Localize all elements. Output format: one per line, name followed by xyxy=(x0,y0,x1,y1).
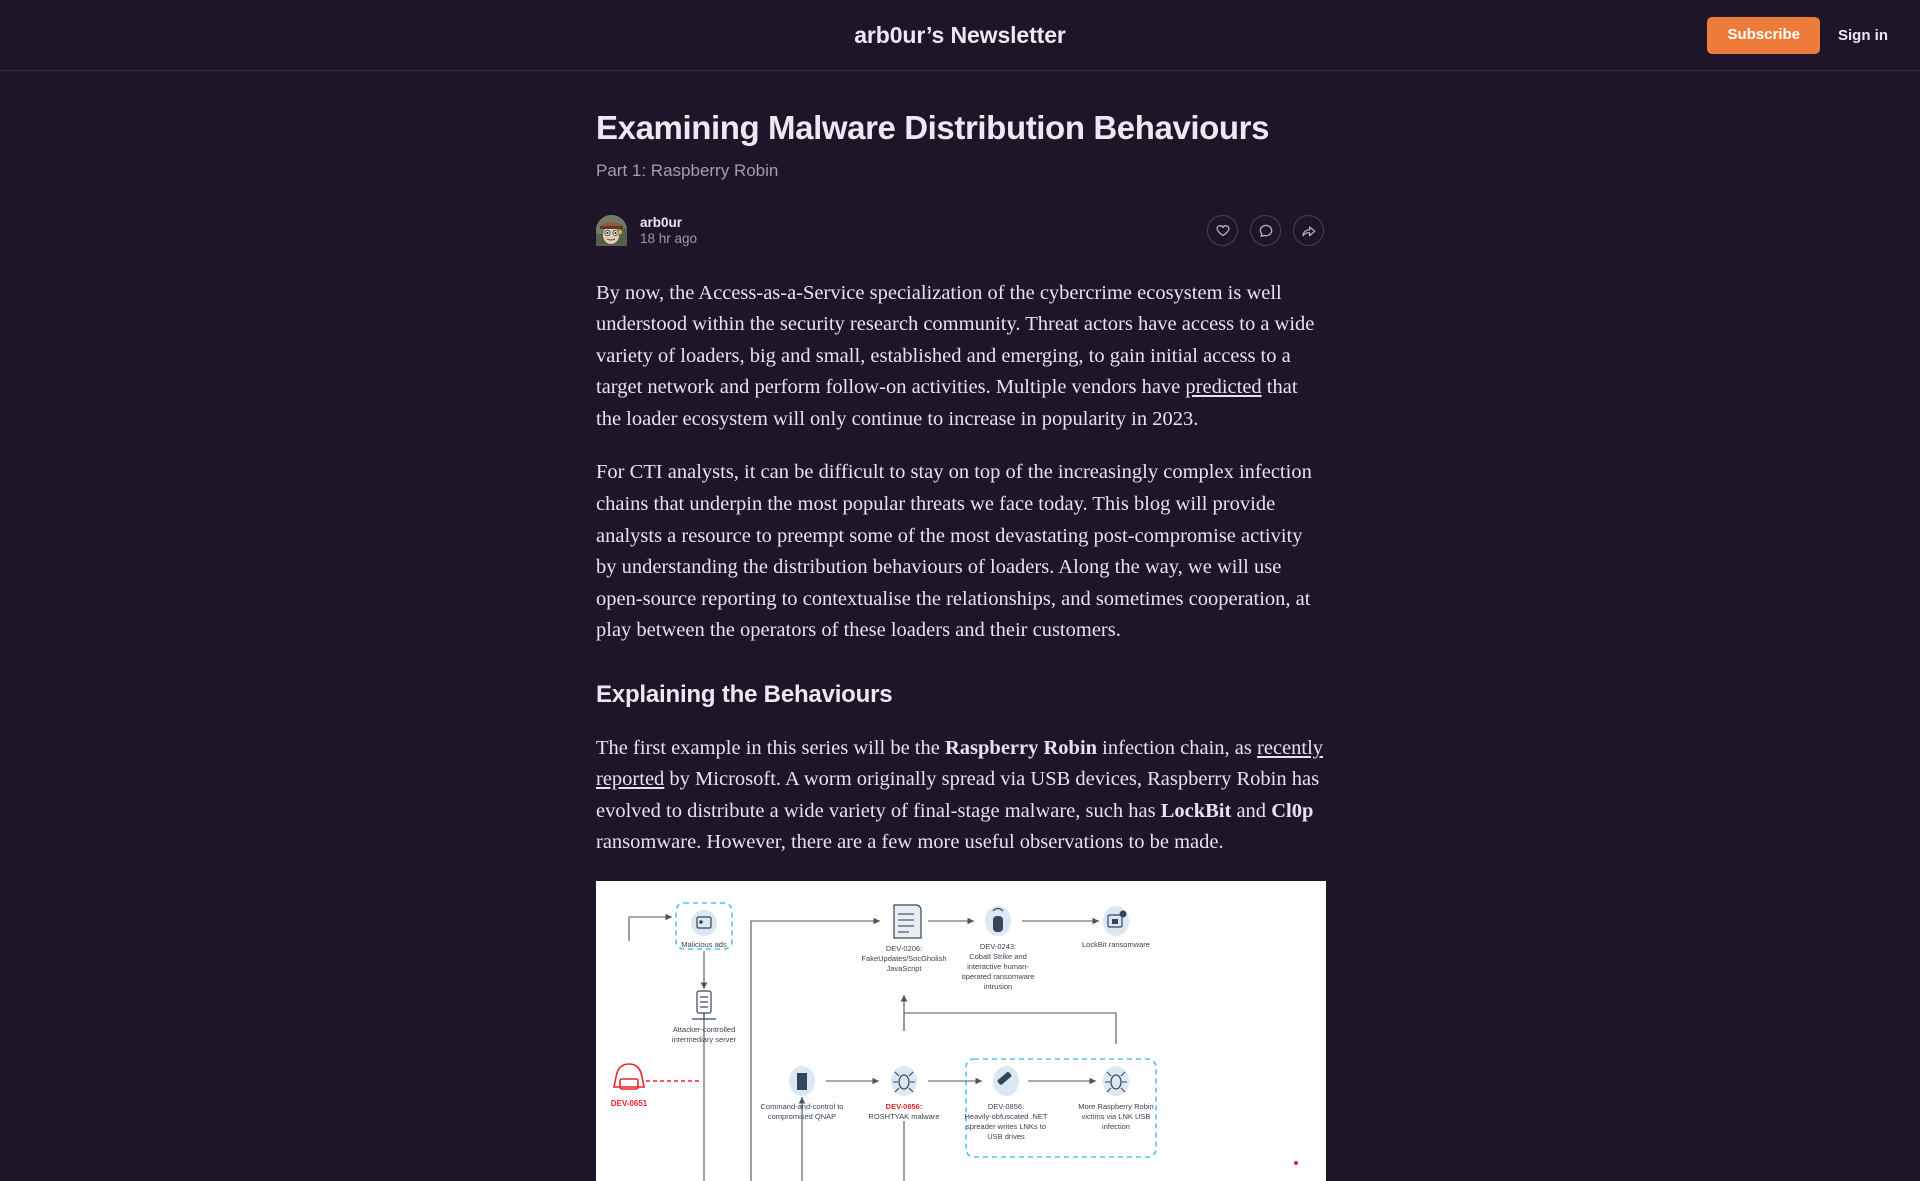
svg-text:USB drives: USB drives xyxy=(987,1131,1025,1141)
sign-in-link[interactable]: Sign in xyxy=(1838,27,1888,44)
svg-text:JavaScript: JavaScript xyxy=(886,963,922,973)
article-container xyxy=(0,71,1920,1141)
svg-text:LockBit ransomware: LockBit ransomware xyxy=(1082,939,1150,949)
header-actions xyxy=(1707,0,1888,71)
cl0p-bold: Cl0p xyxy=(1271,799,1314,822)
paragraph-3-text-b: infection chain, as xyxy=(1097,736,1258,759)
post-body xyxy=(596,278,1324,859)
byline-author-group[interactable] xyxy=(596,215,697,246)
post-date: 18 hr ago xyxy=(640,231,698,247)
recently-reported-link[interactable]: recently reported xyxy=(596,736,1324,791)
byline-meta xyxy=(640,215,697,246)
svg-text:DEV-0206:: DEV-0206: xyxy=(885,943,923,953)
post-actions xyxy=(1207,215,1324,246)
svg-text:Cobalt Strike and: Cobalt Strike and xyxy=(969,951,1027,961)
infection-chain-diagram[interactable] xyxy=(596,881,1326,1141)
post-subtitle: Part 1: Raspberry Robin xyxy=(596,160,779,180)
raspberry-robin-bold: Raspberry Robin xyxy=(944,736,1098,759)
comment-icon xyxy=(1258,223,1274,239)
svg-text:intermediary server: intermediary server xyxy=(671,1034,737,1044)
paragraph-1-text-a: By now, the Access-as-a-Service specialization of the cybercrime ecosystem is well understood within the security research community. Threat actors have access to a wide variety of loaders, big and small, established and emerging, to gain initial access to a target network and perform follow-on activities. Multiple vendors have xyxy=(596,281,1315,399)
diagram-marker xyxy=(1294,1161,1298,1165)
svg-text:infection: infection xyxy=(1102,1121,1130,1131)
svg-text:interactive human-: interactive human- xyxy=(967,961,1029,971)
svg-text:compromised QNAP: compromised QNAP xyxy=(767,1111,837,1121)
paragraph-1-text-b: that the loader ecosystem will only continue to increase in popularity in 2023. xyxy=(596,376,1298,430)
svg-text:ROSHTYAK malware: ROSHTYAK malware xyxy=(868,1111,940,1121)
share-button[interactable] xyxy=(1293,215,1324,246)
paragraph-3-text-d: and xyxy=(1231,799,1272,822)
svg-text:intrusion: intrusion xyxy=(983,981,1013,991)
paragraph-2: For CTI analysts, it can be difficult to stay on top of the increasingly complex infection chains that underpin the most popular threats we face today. This blog will provide analysts a resource to preempt some of the most devastating post-compromise activity by understanding the distribution behaviours of loaders. Along the way, we will use open-source reporting to contextualise the relationships, and sometimes cooperation, at play between the operators of these loaders and their customers. xyxy=(596,461,1312,642)
page-title: Examining Malware Distribution Behaviours xyxy=(596,109,1270,146)
heart-icon xyxy=(1215,223,1231,239)
svg-text:Malicious ads: Malicious ads xyxy=(681,939,727,949)
paragraph-3 xyxy=(596,733,1324,859)
paragraph-3-text-a: The first example in this series will be the xyxy=(596,736,945,759)
svg-text:More Raspberry Robin: More Raspberry Robin xyxy=(1078,1101,1154,1111)
svg-text:operated ransomware: operated ransomware xyxy=(961,971,1035,981)
svg-text:DEV-0651: DEV-0651 xyxy=(610,1098,648,1108)
subscribe-button[interactable]: Subscribe xyxy=(1707,17,1820,54)
share-icon xyxy=(1301,223,1317,239)
avatar[interactable] xyxy=(596,215,627,246)
paragraph-1 xyxy=(596,278,1324,436)
site-title: arb0ur’s Newsletter xyxy=(854,21,1066,48)
svg-text:Heavily-obfuscated .NET: Heavily-obfuscated .NET xyxy=(964,1111,1048,1121)
svg-text:DEV-0856:: DEV-0856: xyxy=(987,1101,1025,1111)
svg-text:victims via LNK USB: victims via LNK USB xyxy=(1081,1111,1151,1121)
predicted-link[interactable]: predicted xyxy=(1185,376,1262,399)
lockbit-bold: LockBit xyxy=(1160,799,1232,822)
like-button[interactable] xyxy=(1207,215,1238,246)
svg-text:DEV-0243:: DEV-0243: xyxy=(979,941,1017,951)
svg-text:Attacker-controlled: Attacker-controlled xyxy=(672,1024,736,1034)
byline xyxy=(596,210,1324,252)
svg-text:FakeUpdates/SocGholish: FakeUpdates/SocGholish xyxy=(861,953,947,963)
paragraph-3-text-c: by Microsoft. A worm originally spread via USB devices, Raspberry Robin has evolved to distribute a wide variety of final-stage malware, such has xyxy=(596,768,1320,822)
svg-text:spreader writes LNKs to: spreader writes LNKs to xyxy=(965,1121,1047,1131)
section-heading: Explaining the Behaviours xyxy=(596,680,893,708)
svg-text:Command-and-control to: Command-and-control to xyxy=(760,1101,844,1111)
paragraph-3-text-e: ransomware. However, there are a few more useful observations to be made. xyxy=(596,831,1224,854)
author-name[interactable]: arb0ur xyxy=(640,215,683,231)
diagram-svg xyxy=(596,881,1326,1181)
svg-text:DEV-0856:: DEV-0856: xyxy=(885,1101,923,1111)
site-header xyxy=(0,0,1920,71)
comment-button[interactable] xyxy=(1250,215,1281,246)
article xyxy=(596,71,1324,1141)
